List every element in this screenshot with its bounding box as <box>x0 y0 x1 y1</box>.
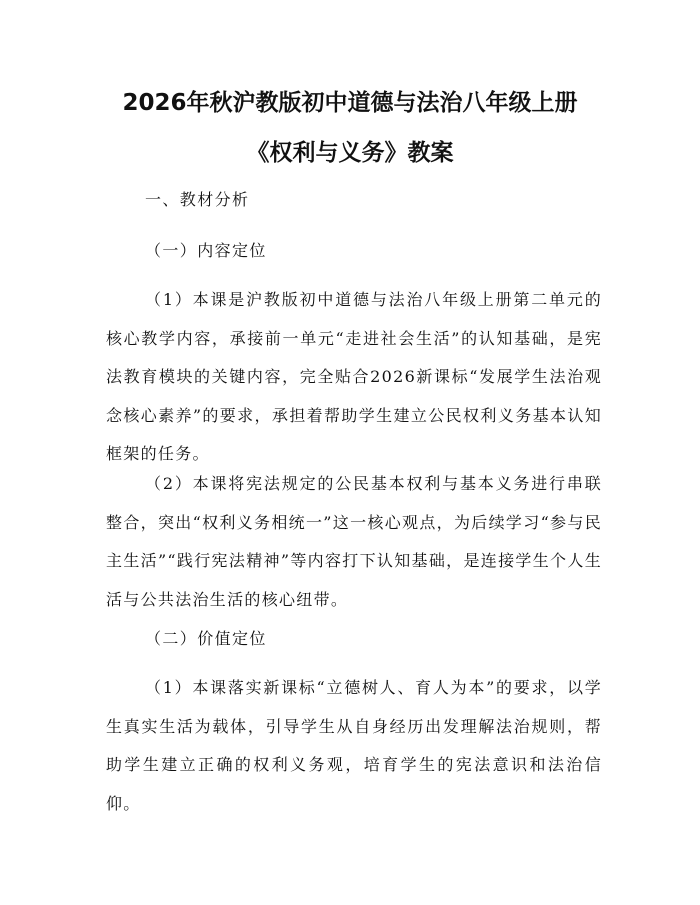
section-heading-teaching-material-analysis: 一、教材分析 <box>145 190 250 209</box>
paragraph-content-positioning-2: （2）本课将宪法规定的公民基本权利与基本义务进行串联整合，突出“权利义务相统一”这一核心观点，为后续学习“参与民主生活”“践行宪法精神”等内容打下认知基础，是连接学生个人生活与公共法治生活的核心纽带。 <box>106 474 602 609</box>
document-title-line-2: 《权利与义务》教案 <box>246 140 454 166</box>
subsection-heading-value-positioning: （二）价值定位 <box>145 629 267 648</box>
paragraph-content-positioning-1: （1）本课是沪教版初中道德与法治八年级上册第二单元的核心教学内容，承接前一单元“走进社会生活”的认知基础，是宪法教育模块的关键内容，完全贴合2026新课标“发展学生法治观念核心素养”的要求，承担着帮助学生建立公民权利义务基本认知框架的任务。 <box>106 290 602 463</box>
document-title-line-1: 2026年秋沪教版初中道德与法治八年级上册 <box>122 90 578 116</box>
paragraph-value-positioning-1: （1）本课落实新课标“立德树人、育人为本”的要求，以学生真实生活为载体，引导学生从自身经历出发理解法治规则，帮助学生建立正确的权利义务观，培育学生的宪法意识和法治信仰。 <box>106 678 602 813</box>
subsection-heading-content-positioning: （一）内容定位 <box>145 241 267 260</box>
